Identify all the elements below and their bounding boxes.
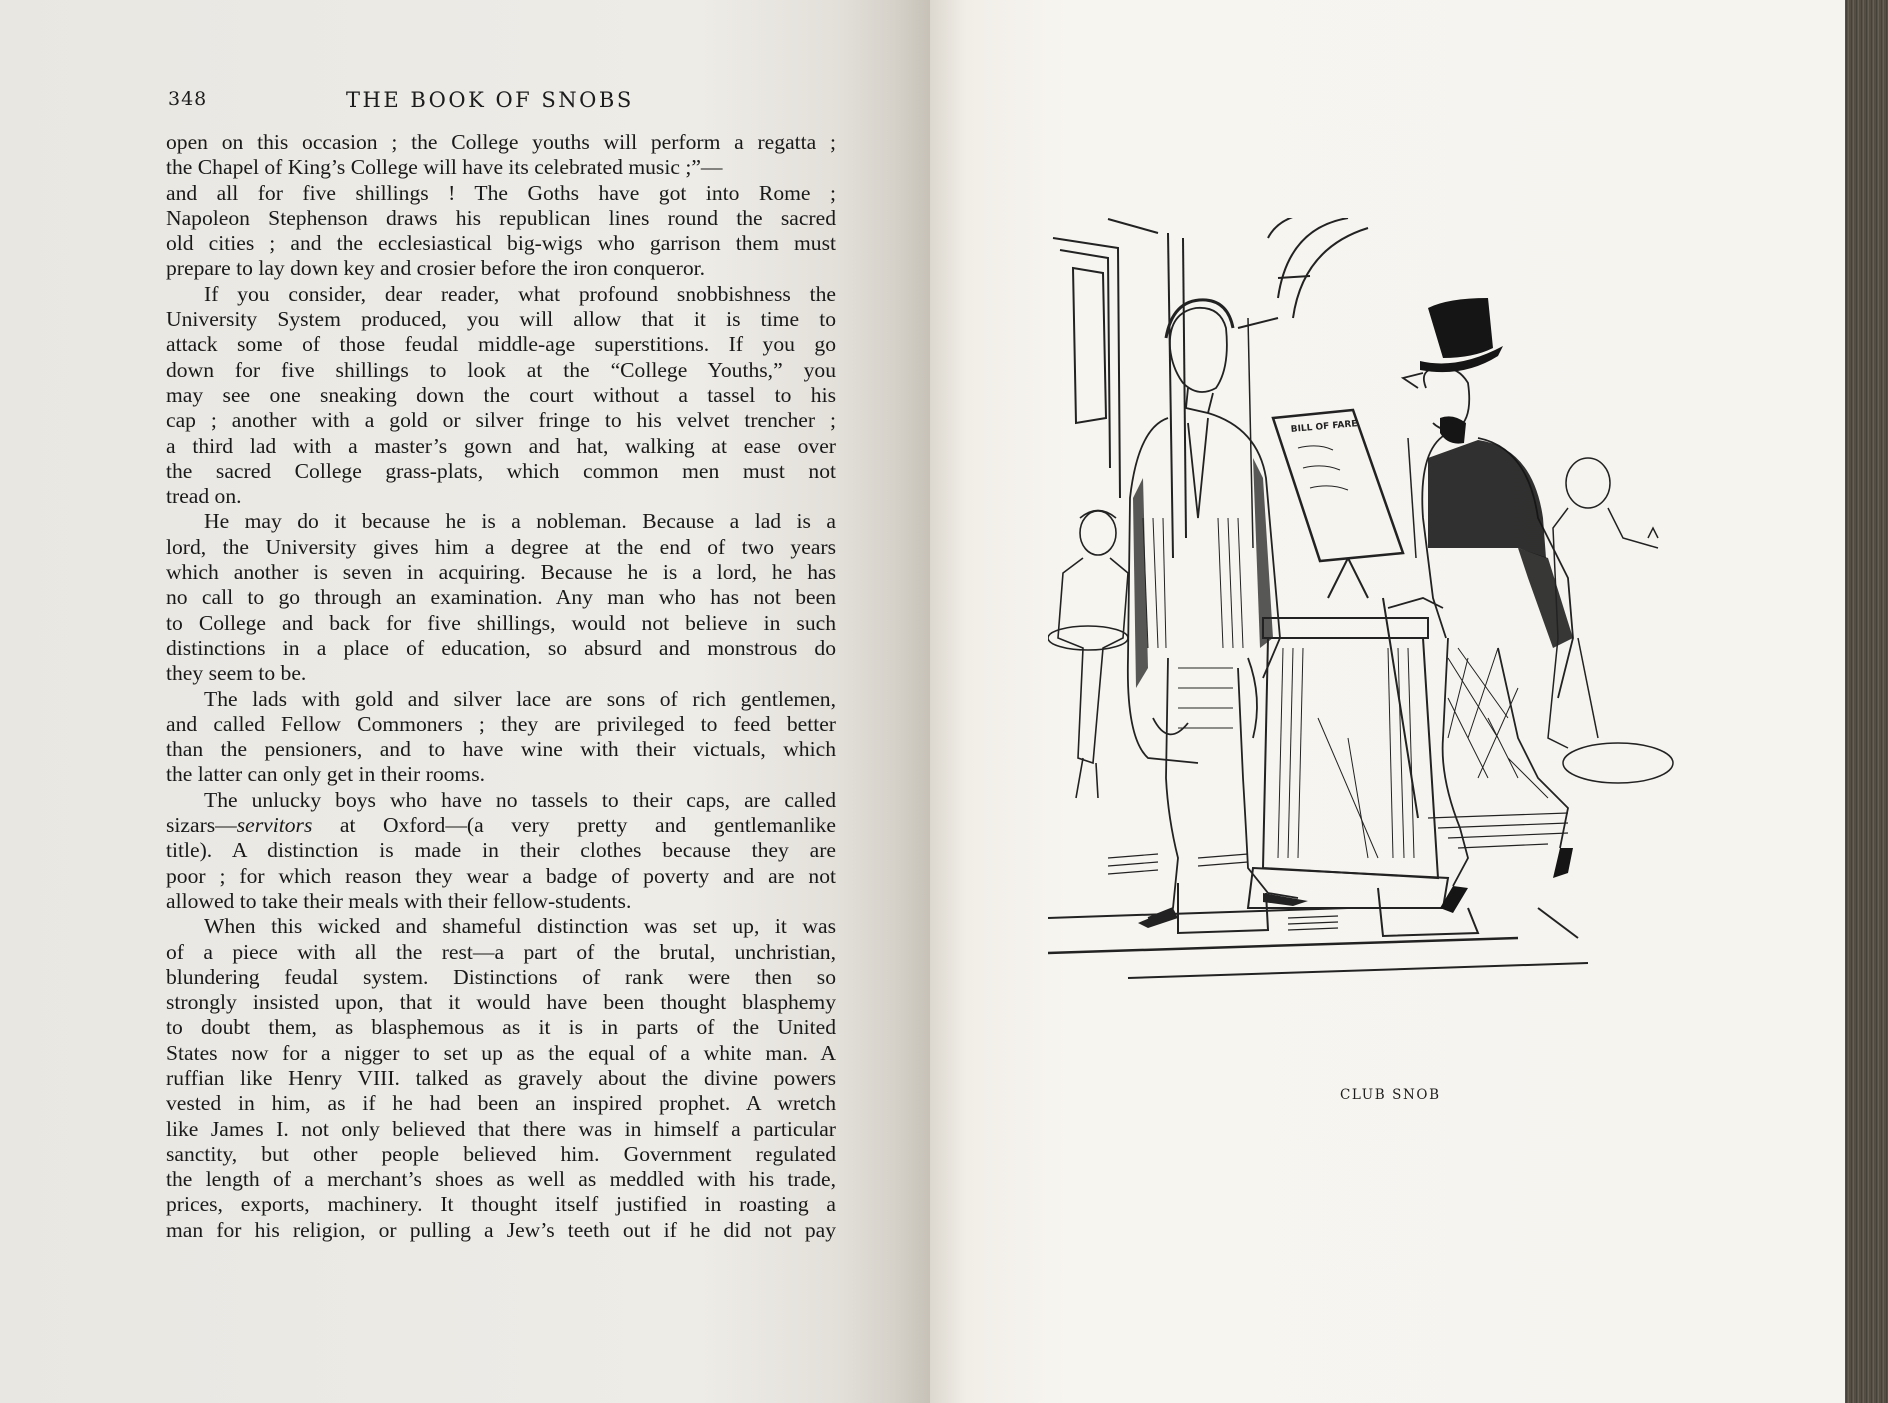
club-snob-illustration [1048,218,1674,1048]
text-line: vested in him, as if he had been an inspired prophet. A wretch [166,1091,836,1116]
page-number: 348 [168,88,208,110]
text-line: attack some of those feudal middle-age superstitions. If you go [166,332,836,357]
text-line: States now for a nigger to set up as the equal of a white man. A [166,1040,836,1065]
italic-word: servitors [236,813,313,838]
text-line: of a piece with all the rest—a part of the brutal, unchristian, [166,939,836,964]
text-line: distinctions in a place of education, so absurd and monstrous do [166,635,836,660]
text-line: than the pensioners, and to have wine with their victuals, which [166,737,836,762]
text-line: no call to go through an examination. Any man who has not been [166,585,836,610]
text-line: poor ; for which reason they wear a badge of poverty and are not [166,863,836,888]
text-line: University System produced, you will allow that it is time to [166,307,836,332]
text-line: they seem to be. [166,661,307,686]
text-line: a third lad with a master’s gown and hat, walking at ease over [166,433,836,458]
text-line: which another is seven in acquiring. Because he is a lord, he has [166,560,836,585]
text-line: man for his religion, or pulling a Jew’s teeth out if he did not pay [166,1217,836,1242]
text-line: and all for five shillings ! The Goths have got into Rome ; [166,180,836,205]
text-line: He may do it because he is a nobleman. Because a lad is a [204,509,836,534]
text-line: prices, exports, machinery. It thought itself justified in roasting a [166,1192,836,1217]
text-line: to College and back for five shillings, would not believe in such [166,610,836,635]
text-line: The lads with gold and silver lace are sons of rich gentlemen, [204,686,836,711]
text-line: sizars—servitors at Oxford—(a very pretty and gentlemanlike [166,813,836,838]
text-line: to doubt them, as blasphemous as it is in parts of the United [166,1015,836,1040]
text-line: like James I. not only believed that there was in himself a particular [166,1116,836,1141]
text-line: ruffian like Henry VIII. talked as gravely about the divine powers [166,1065,836,1090]
text-line: blundering feudal system. Distinctions of rank were then so [166,964,836,989]
body-text [166,130,836,1243]
text-line: down for five shillings to look at the “College Youths,” you [166,357,836,382]
text-line: the Chapel of King’s College will have its celebrated music ;”— [166,155,723,180]
text-line: sanctity, but other people believed him. Government regulated [166,1141,836,1166]
text-line: may see one sneaking down the court without a tassel to his [166,382,836,407]
text-line: title). A distinction is made in their clothes because they are [166,838,836,863]
text-line: open on this occasion ; the College youths will perform a regatta ; [166,130,836,154]
text-line: lord, the University gives him a degree at the end of two years [166,534,836,559]
text-line: allowed to take their meals with their fellow-students. [166,888,632,913]
bill-of-fare-sign: BILL OF FARE [1290,419,1358,435]
text-line: the sacred College grass-plats, which common men must not [166,458,836,483]
left-page [0,0,930,1403]
text-line: cap ; another with a gold or silver fringe to his velvet trencher ; [166,408,836,433]
text-line: If you consider, dear reader, what profound snobbishness the [204,281,836,306]
text-line: The unlucky boys who have no tassels to their caps, are called [204,787,836,812]
page-edges [1845,0,1888,1403]
running-head [168,88,832,118]
text-line: Napoleon Stephenson draws his republican lines round the sacred [166,205,836,230]
text-line: and called Fellow Commoners ; they are privileged to feed better [166,711,836,736]
text-line: tread on. [166,484,242,509]
text-line: the length of a merchant’s shoes as well as meddled with his trade, [166,1167,836,1192]
text-line: the latter can only get in their rooms. [166,762,486,787]
illustration-caption: CLUB SNOB [1340,1087,1441,1103]
text-line: prepare to lay down key and crosier before the iron conqueror. [166,256,706,281]
text-line: strongly insisted upon, that it would have been thought blasphemy [166,990,836,1015]
text-line: old cities ; and the ecclesiastical big-wigs who garrison them must [166,231,836,256]
text-line: When this wicked and shameful distinction was set up, it was [204,914,836,939]
running-title: THE BOOK OF SNOBS [346,88,634,112]
